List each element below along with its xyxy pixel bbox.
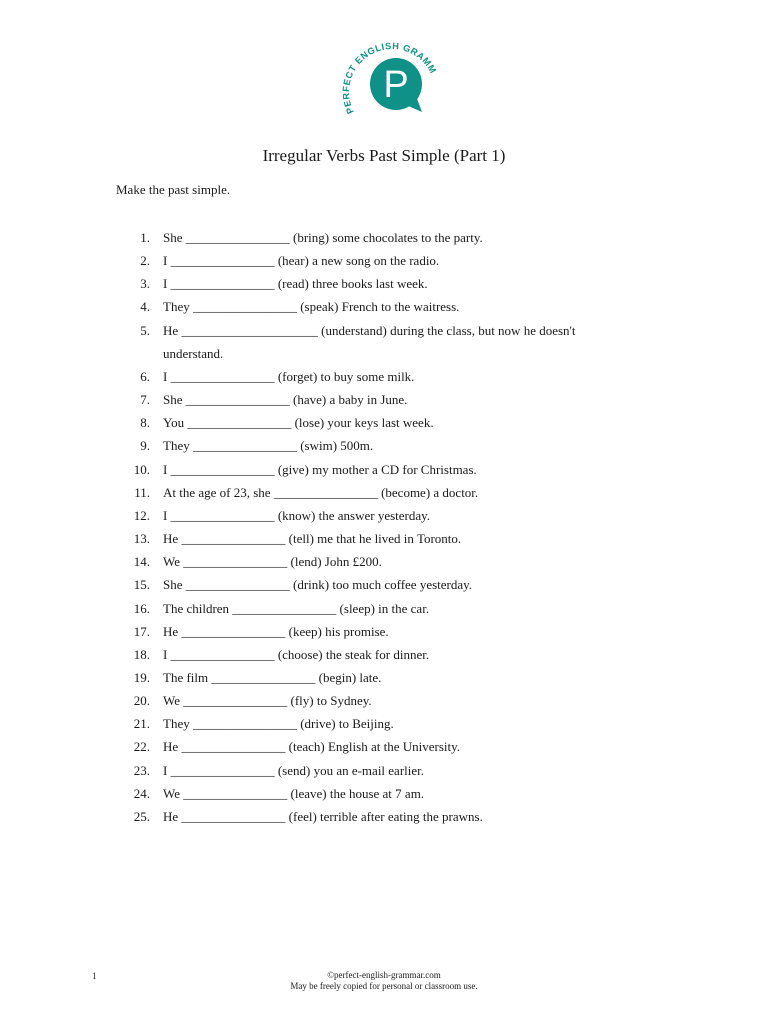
exercise-number: 13. xyxy=(133,531,150,547)
exercise-sentence: They ________________ (speak) French to the waitress. xyxy=(163,299,460,315)
exercise-sentence: At the age of 23, she ________________ (become) a doctor. xyxy=(163,484,479,500)
exercise-sentence: We ________________ (leave) the house at 7 am. xyxy=(163,785,425,801)
exercise-item xyxy=(0,573,768,596)
exercise-number: 15. xyxy=(133,577,150,593)
exercise-number: 18. xyxy=(133,646,150,662)
exercise-number: 21. xyxy=(133,716,150,732)
exercise-number: 4. xyxy=(140,299,150,315)
exercise-item xyxy=(0,411,768,434)
exercise-item xyxy=(0,620,768,643)
exercise-item xyxy=(0,295,768,318)
exercise-number: 11. xyxy=(134,484,150,500)
exercise-item xyxy=(0,689,768,712)
exercise-number: 16. xyxy=(133,600,150,616)
exercise-item xyxy=(0,597,768,620)
exercise-item xyxy=(0,434,768,457)
exercise-item xyxy=(0,504,768,527)
instructions: Make the past simple. xyxy=(116,182,231,197)
exercise-sentence: I ________________ (hear) a new song on the radio. xyxy=(163,253,440,269)
exercise-sentence: The film ________________ (begin) late. xyxy=(163,669,382,685)
exercise-item xyxy=(0,481,768,504)
page-number: 1 xyxy=(92,971,97,981)
exercise-number: 6. xyxy=(140,368,150,384)
speech-bubble-p-icon xyxy=(336,26,436,126)
exercise-sentence: He ________________ (teach) English at the University. xyxy=(163,739,461,755)
exercise-number: 17. xyxy=(133,623,150,639)
exercise-item xyxy=(0,550,768,573)
exercise-sentence: The children ________________ (sleep) in the car. xyxy=(163,600,430,616)
exercise-sentence: We ________________ (fly) to Sydney. xyxy=(163,693,372,709)
exercise-number: 12. xyxy=(133,507,150,523)
exercise-item xyxy=(0,805,768,828)
exercise-sentence: They ________________ (swim) 500m. xyxy=(163,438,374,454)
exercise-item xyxy=(0,226,768,249)
exercise-sentence: I ________________ (forget) to buy some milk. xyxy=(163,368,415,384)
brand-arc-textpath: PERFECT ENGLISH GRAM xyxy=(340,40,434,116)
exercise-number: 24. xyxy=(133,785,150,801)
exercise-item xyxy=(0,759,768,782)
exercise-item xyxy=(0,458,768,481)
exercise-sentence: I ________________ (send) you an e-mail earlier. xyxy=(163,762,425,778)
exercise-number: 7. xyxy=(140,392,150,408)
exercise-sentence: He _____________________ (understand) during the class, but now he doesn't understand. xyxy=(163,322,576,361)
exercise-item xyxy=(0,527,768,550)
exercise-sentence: I ________________ (give) my mother a CD for Christmas. xyxy=(163,461,477,477)
exercise-number: 9. xyxy=(140,438,150,454)
exercise-sentence: You ________________ (lose) your keys last week. xyxy=(163,415,434,431)
exercise-number: 8. xyxy=(140,415,150,431)
exercise-number: 23. xyxy=(133,762,150,778)
exercise-item xyxy=(0,712,768,735)
exercise-item xyxy=(0,643,768,666)
exercise-sentence: I ________________ (choose) the steak for dinner. xyxy=(163,646,430,662)
exercise-item xyxy=(0,782,768,805)
exercise-number: 19. xyxy=(133,669,150,685)
exercise-sentence: He ________________ (feel) terrible after eating the prawns. xyxy=(163,808,483,824)
exercise-number: 3. xyxy=(140,276,150,292)
exercise-item xyxy=(0,388,768,411)
exercise-number: 5. xyxy=(140,322,150,338)
exercise-sentence: We ________________ (lend) John £200. xyxy=(163,554,382,570)
exercise-item xyxy=(0,319,768,365)
exercise-sentence: He ________________ (tell) me that he lived in Toronto. xyxy=(163,531,462,547)
exercise-item xyxy=(0,365,768,388)
exercise-sentence: She ________________ (have) a baby in June. xyxy=(163,392,408,408)
brand-logo xyxy=(336,26,436,126)
exercise-number: 25. xyxy=(133,808,150,824)
exercise-number: 1. xyxy=(140,230,150,245)
exercise-number: 20. xyxy=(133,693,150,709)
exercise-item xyxy=(0,272,768,295)
exercise-item xyxy=(0,735,768,758)
logo-letter: P xyxy=(383,64,409,106)
exercise-sentence: I ________________ (know) the answer yesterday. xyxy=(163,507,431,523)
exercise-sentence: I ________________ (read) three books last week. xyxy=(163,276,428,292)
exercise-sentence: She ________________ (drink) too much coffee yesterday. xyxy=(163,577,473,593)
exercise-list xyxy=(0,226,768,828)
exercise-number: 14. xyxy=(133,554,150,570)
footer xyxy=(0,970,768,992)
exercise-number: 22. xyxy=(133,739,150,755)
footer-copyright: ©perfect-english-grammar.com xyxy=(327,970,441,980)
exercise-sentence: He ________________ (keep) his promise. xyxy=(163,623,389,639)
exercise-number: 2. xyxy=(140,253,150,269)
exercise-item xyxy=(0,249,768,272)
page-title: Irregular Verbs Past Simple (Part 1) xyxy=(262,146,506,165)
exercise-item xyxy=(0,666,768,689)
footer-license: May be freely copied for personal or classroom use. xyxy=(290,981,478,991)
exercise-number: 10. xyxy=(133,461,150,477)
exercise-sentence: They ________________ (drive) to Beijing. xyxy=(163,716,394,732)
exercise-sentence: She ________________ (bring) some chocolates to the party. xyxy=(163,230,483,245)
